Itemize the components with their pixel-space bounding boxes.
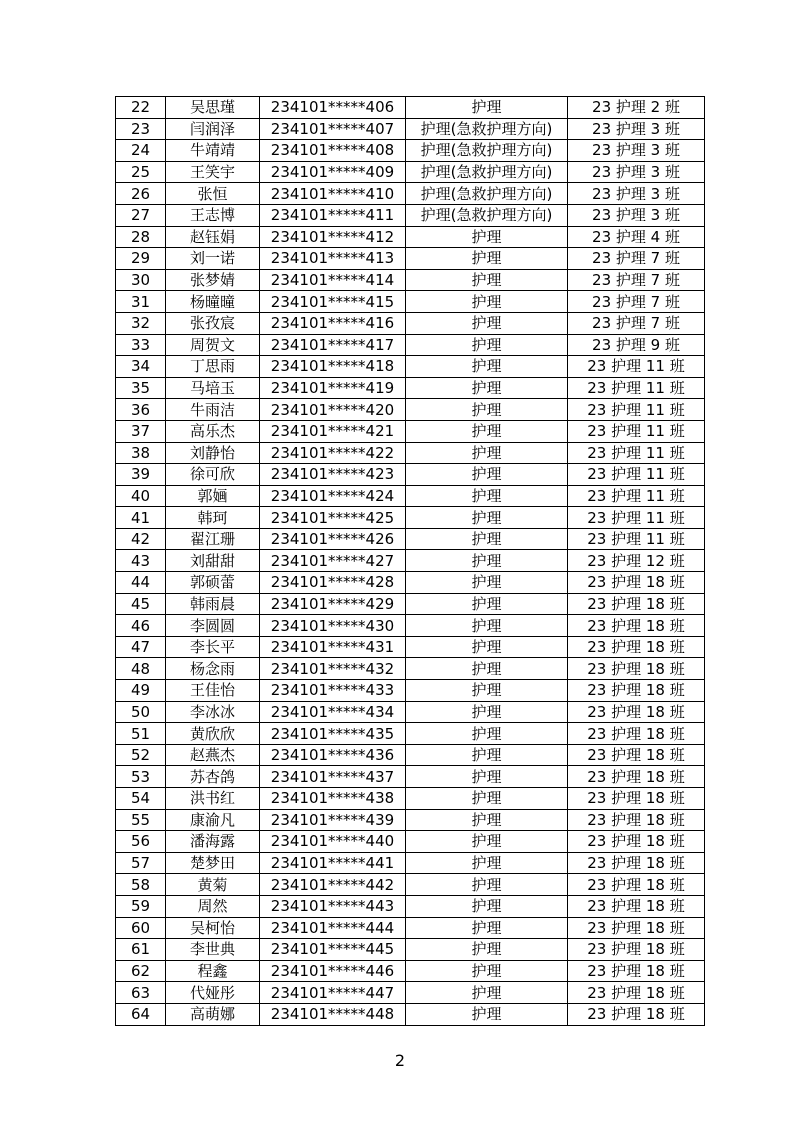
page-number: 2 (394, 1051, 406, 1070)
student-id-cell: 234101*****414 (260, 269, 406, 291)
class-cell: 23 护理 18 班 (568, 744, 705, 766)
student-name-cell: 周然 (166, 895, 260, 917)
table-row (116, 939, 705, 961)
student-name-cell: 张梦婧 (166, 269, 260, 291)
student-name-cell: 闫润泽 (166, 118, 260, 140)
table-row (116, 183, 705, 205)
class-cell: 23 护理 18 班 (568, 960, 705, 982)
row-number-cell: 48 (116, 658, 166, 680)
row-number-cell: 35 (116, 377, 166, 399)
student-id-cell: 234101*****415 (260, 291, 406, 313)
class-cell: 23 护理 18 班 (568, 701, 705, 723)
major-cell: 护理 (406, 895, 568, 917)
student-name-cell: 潘海露 (166, 831, 260, 853)
table-row (116, 118, 705, 140)
student-id-cell: 234101*****418 (260, 356, 406, 378)
major-cell: 护理 (406, 248, 568, 270)
row-number-cell: 54 (116, 788, 166, 810)
row-number-cell: 29 (116, 248, 166, 270)
row-number-cell: 49 (116, 680, 166, 702)
major-cell: 护理 (406, 874, 568, 896)
student-name-cell: 张孜宸 (166, 312, 260, 334)
row-number-cell: 59 (116, 895, 166, 917)
row-number-cell: 64 (116, 1003, 166, 1025)
major-cell: 护理 (406, 97, 568, 119)
student-name-cell: 韩珂 (166, 507, 260, 529)
table-row (116, 788, 705, 810)
row-number-cell: 25 (116, 161, 166, 183)
student-id-cell: 234101*****412 (260, 226, 406, 248)
class-cell: 23 护理 3 班 (568, 204, 705, 226)
student-id-cell: 234101*****427 (260, 550, 406, 572)
class-cell: 23 护理 11 班 (568, 377, 705, 399)
row-number-cell: 23 (116, 118, 166, 140)
major-cell: 护理 (406, 982, 568, 1004)
table-row (116, 701, 705, 723)
student-name-cell: 吴思瑾 (166, 97, 260, 119)
table-row (116, 377, 705, 399)
major-cell: 护理 (406, 1003, 568, 1025)
student-id-cell: 234101*****445 (260, 939, 406, 961)
class-cell: 23 护理 7 班 (568, 269, 705, 291)
table-row (116, 593, 705, 615)
student-id-cell: 234101*****440 (260, 831, 406, 853)
student-id-cell: 234101*****416 (260, 312, 406, 334)
class-cell: 23 护理 18 班 (568, 723, 705, 745)
student-name-cell: 牛靖靖 (166, 140, 260, 162)
student-name-cell: 程鑫 (166, 960, 260, 982)
major-cell: 护理 (406, 356, 568, 378)
class-cell: 23 护理 11 班 (568, 420, 705, 442)
table-row (116, 442, 705, 464)
class-cell: 23 护理 18 班 (568, 852, 705, 874)
class-cell: 23 护理 18 班 (568, 917, 705, 939)
row-number-cell: 56 (116, 831, 166, 853)
row-number-cell: 28 (116, 226, 166, 248)
major-cell: 护理 (406, 334, 568, 356)
table-row (116, 680, 705, 702)
major-cell: 护理 (406, 312, 568, 334)
row-number-cell: 55 (116, 809, 166, 831)
student-id-cell: 234101*****423 (260, 464, 406, 486)
row-number-cell: 62 (116, 960, 166, 982)
student-name-cell: 韩雨晨 (166, 593, 260, 615)
student-id-cell: 234101*****419 (260, 377, 406, 399)
row-number-cell: 43 (116, 550, 166, 572)
class-cell: 23 护理 11 班 (568, 507, 705, 529)
table-row (116, 528, 705, 550)
student-id-cell: 234101*****413 (260, 248, 406, 270)
major-cell: 护理 (406, 615, 568, 637)
row-number-cell: 34 (116, 356, 166, 378)
class-cell: 23 护理 18 班 (568, 1003, 705, 1025)
table-row (116, 485, 705, 507)
student-name-cell: 马培玉 (166, 377, 260, 399)
row-number-cell: 41 (116, 507, 166, 529)
student-id-cell: 234101*****408 (260, 140, 406, 162)
class-cell: 23 护理 18 班 (568, 658, 705, 680)
student-name-cell: 赵钰娟 (166, 226, 260, 248)
table-row (116, 809, 705, 831)
class-cell: 23 护理 11 班 (568, 442, 705, 464)
student-name-cell: 洪书红 (166, 788, 260, 810)
row-number-cell: 57 (116, 852, 166, 874)
major-cell: 护理 (406, 766, 568, 788)
table-row (116, 917, 705, 939)
student-name-cell: 王志博 (166, 204, 260, 226)
student-id-cell: 234101*****435 (260, 723, 406, 745)
table-row (116, 161, 705, 183)
row-number-cell: 38 (116, 442, 166, 464)
class-cell: 23 护理 18 班 (568, 572, 705, 594)
row-number-cell: 40 (116, 485, 166, 507)
table-row (116, 464, 705, 486)
student-name-cell: 杨念雨 (166, 658, 260, 680)
table-row (116, 269, 705, 291)
table-row (116, 852, 705, 874)
student-roster-table (115, 96, 705, 1026)
table-row (116, 204, 705, 226)
table-row (116, 982, 705, 1004)
student-name-cell: 郭婳 (166, 485, 260, 507)
student-id-cell: 234101*****438 (260, 788, 406, 810)
row-number-cell: 63 (116, 982, 166, 1004)
class-cell: 23 护理 18 班 (568, 809, 705, 831)
student-name-cell: 李长平 (166, 636, 260, 658)
row-number-cell: 50 (116, 701, 166, 723)
class-cell: 23 护理 18 班 (568, 636, 705, 658)
table-row (116, 874, 705, 896)
student-id-cell: 234101*****422 (260, 442, 406, 464)
student-name-cell: 康渝凡 (166, 809, 260, 831)
table-row (116, 140, 705, 162)
student-name-cell: 翟江珊 (166, 528, 260, 550)
row-number-cell: 26 (116, 183, 166, 205)
student-name-cell: 李冰冰 (166, 701, 260, 723)
student-name-cell: 丁思雨 (166, 356, 260, 378)
class-cell: 23 护理 3 班 (568, 118, 705, 140)
student-id-cell: 234101*****436 (260, 744, 406, 766)
row-number-cell: 36 (116, 399, 166, 421)
table-row (116, 226, 705, 248)
student-name-cell: 吴柯怡 (166, 917, 260, 939)
class-cell: 23 护理 18 班 (568, 982, 705, 1004)
student-id-cell: 234101*****443 (260, 895, 406, 917)
student-id-cell: 234101*****442 (260, 874, 406, 896)
class-cell: 23 护理 11 班 (568, 356, 705, 378)
major-cell: 护理 (406, 399, 568, 421)
major-cell: 护理 (406, 528, 568, 550)
table-row (116, 399, 705, 421)
student-name-cell: 高萌娜 (166, 1003, 260, 1025)
class-cell: 23 护理 3 班 (568, 140, 705, 162)
major-cell: 护理 (406, 464, 568, 486)
student-name-cell: 苏杏鸽 (166, 766, 260, 788)
table-row (116, 723, 705, 745)
class-cell: 23 护理 18 班 (568, 831, 705, 853)
student-id-cell: 234101*****424 (260, 485, 406, 507)
major-cell: 护理 (406, 442, 568, 464)
table-row (116, 744, 705, 766)
row-number-cell: 27 (116, 204, 166, 226)
class-cell: 23 护理 12 班 (568, 550, 705, 572)
student-id-cell: 234101*****431 (260, 636, 406, 658)
row-number-cell: 47 (116, 636, 166, 658)
row-number-cell: 22 (116, 97, 166, 119)
class-cell: 23 护理 18 班 (568, 615, 705, 637)
table-row (116, 658, 705, 680)
row-number-cell: 31 (116, 291, 166, 313)
class-cell: 23 护理 11 班 (568, 528, 705, 550)
class-cell: 23 护理 11 班 (568, 485, 705, 507)
table-row (116, 291, 705, 313)
major-cell: 护理 (406, 377, 568, 399)
student-name-cell: 王佳怡 (166, 680, 260, 702)
row-number-cell: 52 (116, 744, 166, 766)
row-number-cell: 42 (116, 528, 166, 550)
student-id-cell: 234101*****426 (260, 528, 406, 550)
major-cell: 护理 (406, 269, 568, 291)
table-row (116, 97, 705, 119)
row-number-cell: 37 (116, 420, 166, 442)
student-id-cell: 234101*****441 (260, 852, 406, 874)
major-cell: 护理 (406, 572, 568, 594)
student-id-cell: 234101*****444 (260, 917, 406, 939)
table-row (116, 572, 705, 594)
table-row (116, 636, 705, 658)
major-cell: 护理 (406, 507, 568, 529)
major-cell: 护理 (406, 658, 568, 680)
major-cell: 护理 (406, 226, 568, 248)
major-cell: 护理 (406, 960, 568, 982)
table-row (116, 356, 705, 378)
row-number-cell: 53 (116, 766, 166, 788)
student-id-cell: 234101*****437 (260, 766, 406, 788)
student-name-cell: 李圆圆 (166, 615, 260, 637)
major-cell: 护理(急救护理方向) (406, 204, 568, 226)
major-cell: 护理 (406, 593, 568, 615)
class-cell: 23 护理 9 班 (568, 334, 705, 356)
class-cell: 23 护理 11 班 (568, 399, 705, 421)
student-id-cell: 234101*****439 (260, 809, 406, 831)
table-row (116, 1003, 705, 1025)
student-name-cell: 李世典 (166, 939, 260, 961)
row-number-cell: 58 (116, 874, 166, 896)
student-id-cell: 234101*****432 (260, 658, 406, 680)
row-number-cell: 60 (116, 917, 166, 939)
class-cell: 23 护理 18 班 (568, 874, 705, 896)
student-id-cell: 234101*****447 (260, 982, 406, 1004)
row-number-cell: 45 (116, 593, 166, 615)
class-cell: 23 护理 7 班 (568, 291, 705, 313)
class-cell: 23 护理 18 班 (568, 766, 705, 788)
student-name-cell: 代娅彤 (166, 982, 260, 1004)
major-cell: 护理 (406, 723, 568, 745)
student-name-cell: 黄菊 (166, 874, 260, 896)
table-row (116, 507, 705, 529)
student-id-cell: 234101*****448 (260, 1003, 406, 1025)
student-id-cell: 234101*****417 (260, 334, 406, 356)
table-row (116, 550, 705, 572)
roster-table-body (116, 97, 705, 1026)
table-row (116, 248, 705, 270)
student-id-cell: 234101*****434 (260, 701, 406, 723)
class-cell: 23 护理 3 班 (568, 161, 705, 183)
student-name-cell: 徐可欣 (166, 464, 260, 486)
student-name-cell: 刘甜甜 (166, 550, 260, 572)
class-cell: 23 护理 7 班 (568, 312, 705, 334)
student-id-cell: 234101*****407 (260, 118, 406, 140)
row-number-cell: 30 (116, 269, 166, 291)
class-cell: 23 护理 7 班 (568, 248, 705, 270)
row-number-cell: 46 (116, 615, 166, 637)
table-row (116, 615, 705, 637)
row-number-cell: 61 (116, 939, 166, 961)
student-name-cell: 张恒 (166, 183, 260, 205)
major-cell: 护理 (406, 636, 568, 658)
class-cell: 23 护理 11 班 (568, 464, 705, 486)
row-number-cell: 32 (116, 312, 166, 334)
student-id-cell: 234101*****411 (260, 204, 406, 226)
table-row (116, 960, 705, 982)
major-cell: 护理 (406, 852, 568, 874)
table-row (116, 334, 705, 356)
student-name-cell: 赵燕杰 (166, 744, 260, 766)
class-cell: 23 护理 3 班 (568, 183, 705, 205)
major-cell: 护理 (406, 788, 568, 810)
student-id-cell: 234101*****433 (260, 680, 406, 702)
student-name-cell: 郭硕蕾 (166, 572, 260, 594)
student-id-cell: 234101*****430 (260, 615, 406, 637)
row-number-cell: 33 (116, 334, 166, 356)
row-number-cell: 44 (116, 572, 166, 594)
class-cell: 23 护理 18 班 (568, 788, 705, 810)
major-cell: 护理 (406, 809, 568, 831)
student-name-cell: 楚梦田 (166, 852, 260, 874)
class-cell: 23 护理 18 班 (568, 939, 705, 961)
major-cell: 护理(急救护理方向) (406, 161, 568, 183)
student-id-cell: 234101*****446 (260, 960, 406, 982)
major-cell: 护理 (406, 939, 568, 961)
major-cell: 护理(急救护理方向) (406, 118, 568, 140)
major-cell: 护理(急救护理方向) (406, 183, 568, 205)
student-id-cell: 234101*****421 (260, 420, 406, 442)
table-row (116, 420, 705, 442)
student-name-cell: 高乐杰 (166, 420, 260, 442)
class-cell: 23 护理 18 班 (568, 680, 705, 702)
major-cell: 护理 (406, 485, 568, 507)
class-cell: 23 护理 2 班 (568, 97, 705, 119)
major-cell: 护理 (406, 701, 568, 723)
student-id-cell: 234101*****429 (260, 593, 406, 615)
row-number-cell: 24 (116, 140, 166, 162)
table-row (116, 312, 705, 334)
student-id-cell: 234101*****406 (260, 97, 406, 119)
student-name-cell: 黄欣欣 (166, 723, 260, 745)
student-name-cell: 刘一诺 (166, 248, 260, 270)
major-cell: 护理(急救护理方向) (406, 140, 568, 162)
major-cell: 护理 (406, 917, 568, 939)
student-id-cell: 234101*****409 (260, 161, 406, 183)
table-row (116, 766, 705, 788)
row-number-cell: 39 (116, 464, 166, 486)
class-cell: 23 护理 4 班 (568, 226, 705, 248)
major-cell: 护理 (406, 550, 568, 572)
student-name-cell: 杨曈曈 (166, 291, 260, 313)
student-name-cell: 王笑宇 (166, 161, 260, 183)
major-cell: 护理 (406, 680, 568, 702)
major-cell: 护理 (406, 744, 568, 766)
student-id-cell: 234101*****420 (260, 399, 406, 421)
student-id-cell: 234101*****425 (260, 507, 406, 529)
table-row (116, 895, 705, 917)
major-cell: 护理 (406, 420, 568, 442)
row-number-cell: 51 (116, 723, 166, 745)
student-name-cell: 周贺文 (166, 334, 260, 356)
class-cell: 23 护理 18 班 (568, 895, 705, 917)
major-cell: 护理 (406, 831, 568, 853)
class-cell: 23 护理 18 班 (568, 593, 705, 615)
student-name-cell: 刘静怡 (166, 442, 260, 464)
major-cell: 护理 (406, 291, 568, 313)
student-name-cell: 牛雨洁 (166, 399, 260, 421)
table-row (116, 831, 705, 853)
student-id-cell: 234101*****428 (260, 572, 406, 594)
student-id-cell: 234101*****410 (260, 183, 406, 205)
